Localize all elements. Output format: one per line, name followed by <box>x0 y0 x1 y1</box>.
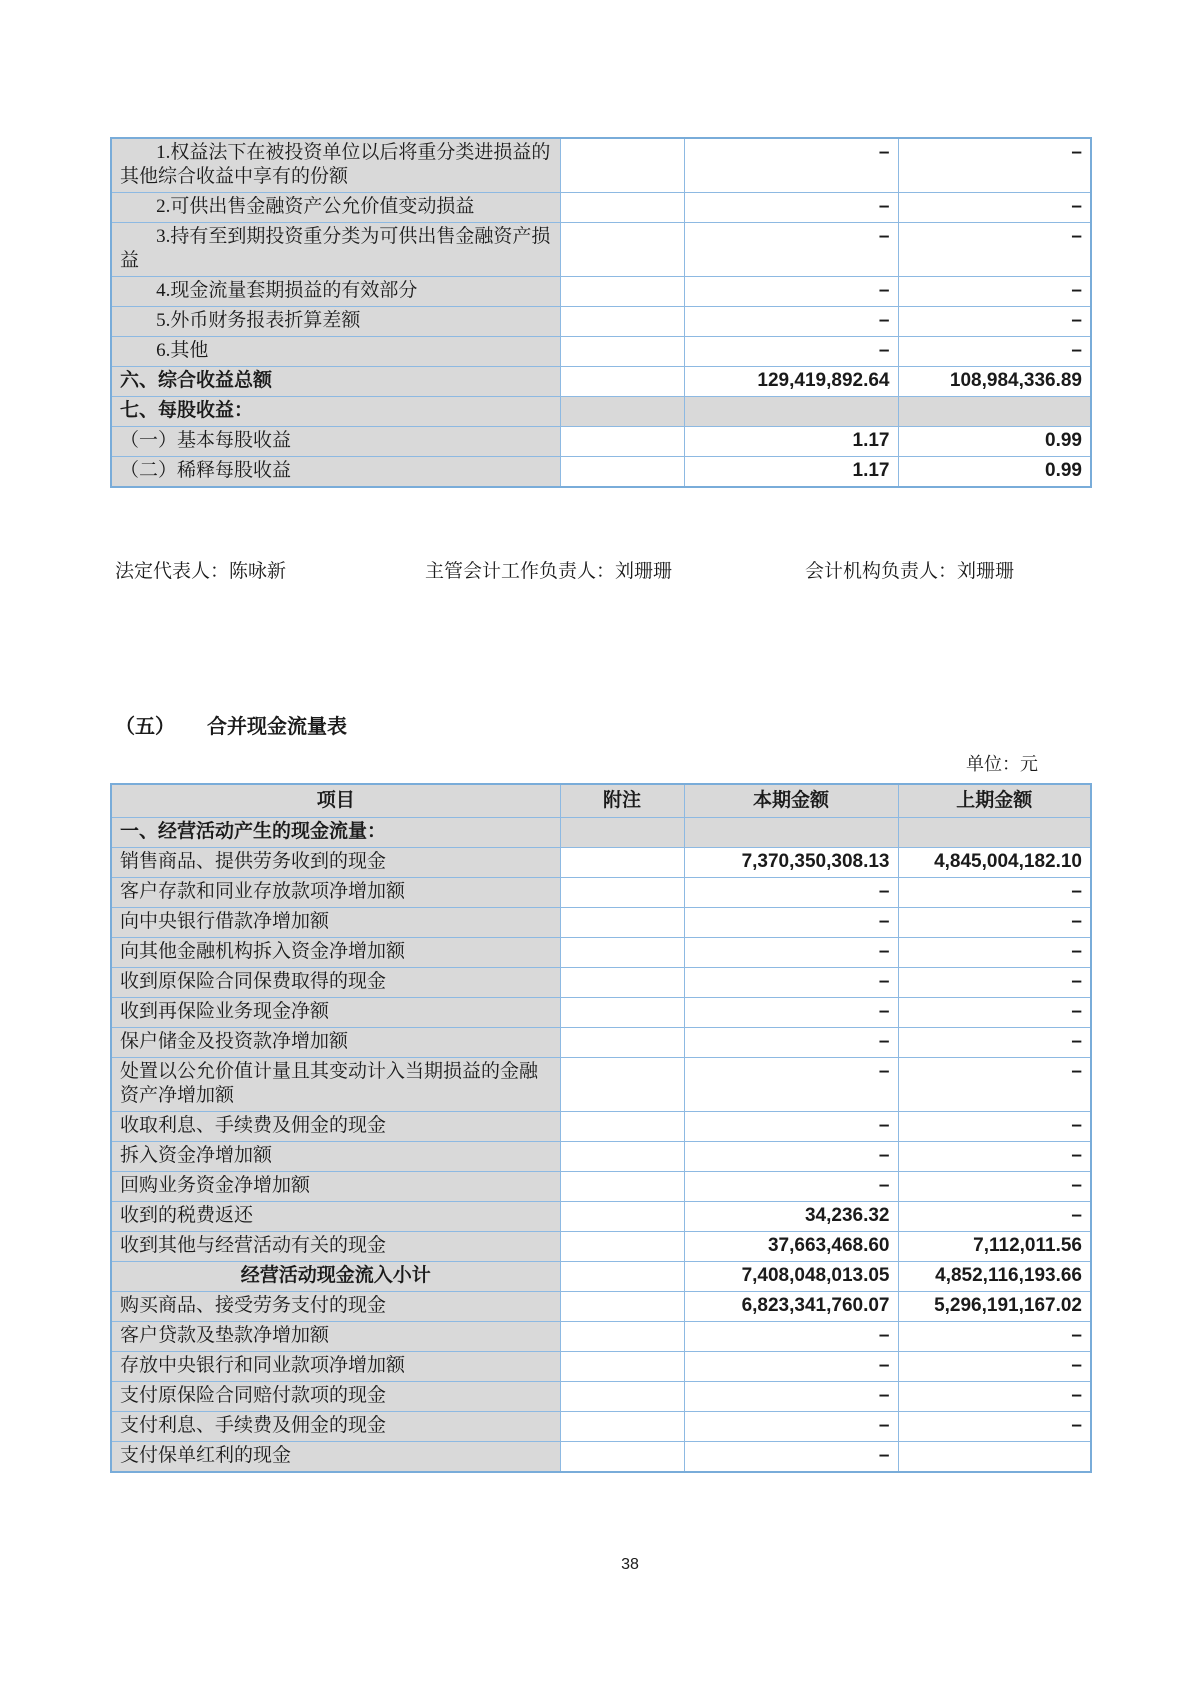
row-note <box>560 908 684 938</box>
row-current-value: 6,823,341,760.07 <box>684 1292 898 1322</box>
row-note <box>560 1352 684 1382</box>
row-label: 支付利息、手续费及佣金的现金 <box>111 1412 560 1442</box>
row-current-value: – <box>684 1058 898 1112</box>
row-prior-value: – <box>898 998 1091 1028</box>
row-label: 客户贷款及垫款净增加额 <box>111 1322 560 1352</box>
row-current-value <box>684 397 898 427</box>
row-prior-value: – <box>898 1142 1091 1172</box>
row-current-value: 1.17 <box>684 427 898 457</box>
row-current-value: – <box>684 138 898 193</box>
row-label: 1.权益法下在被投资单位以后将重分类进损益的其他综合收益中享有的份额 <box>111 138 560 193</box>
row-note <box>560 277 684 307</box>
row-note <box>560 1112 684 1142</box>
table-row <box>111 1412 1091 1442</box>
row-note <box>560 998 684 1028</box>
row-current-value: 7,370,350,308.13 <box>684 848 898 878</box>
row-note <box>560 1262 684 1292</box>
row-prior-value: 108,984,336.89 <box>898 367 1091 397</box>
table-row <box>111 908 1091 938</box>
row-note <box>560 1142 684 1172</box>
row-label: 回购业务资金净增加额 <box>111 1172 560 1202</box>
row-note <box>560 848 684 878</box>
table-row <box>111 277 1091 307</box>
row-label: 保户储金及投资款净增加额 <box>111 1028 560 1058</box>
table-row <box>111 1352 1091 1382</box>
row-label: 七、每股收益： <box>111 397 560 427</box>
table-row <box>111 1322 1091 1352</box>
row-current-value: – <box>684 908 898 938</box>
table-row <box>111 1142 1091 1172</box>
row-prior-value: – <box>898 307 1091 337</box>
header-prior: 上期金额 <box>898 784 1091 818</box>
row-prior-value: – <box>898 138 1091 193</box>
row-label: 收取利息、手续费及佣金的现金 <box>111 1112 560 1142</box>
table-row <box>111 337 1091 367</box>
row-note <box>560 878 684 908</box>
row-label: 购买商品、接受劳务支付的现金 <box>111 1292 560 1322</box>
row-prior-value: – <box>898 1028 1091 1058</box>
row-note <box>560 1322 684 1352</box>
row-prior-value: – <box>898 1352 1091 1382</box>
row-note <box>560 1172 684 1202</box>
row-prior-value: – <box>898 1202 1091 1232</box>
row-current-value: – <box>684 1442 898 1473</box>
row-current-value: – <box>684 1412 898 1442</box>
row-label: 3.持有至到期投资重分类为可供出售金融资产损益 <box>111 223 560 277</box>
row-current-value: – <box>684 1382 898 1412</box>
row-label: 收到原保险合同保费取得的现金 <box>111 968 560 998</box>
table-row <box>111 1172 1091 1202</box>
row-label: 向中央银行借款净增加额 <box>111 908 560 938</box>
row-current-value: – <box>684 1142 898 1172</box>
row-current-value: – <box>684 878 898 908</box>
table-row <box>111 1112 1091 1142</box>
row-label: 5.外币财务报表折算差额 <box>111 307 560 337</box>
row-current-value: – <box>684 277 898 307</box>
row-current-value: 37,663,468.60 <box>684 1232 898 1262</box>
row-prior-value <box>898 818 1091 848</box>
cash-flow-table <box>110 783 1092 1473</box>
row-current-value: – <box>684 223 898 277</box>
row-label: （一）基本每股收益 <box>111 427 560 457</box>
row-note <box>560 193 684 223</box>
table-row <box>111 457 1091 488</box>
row-label: 存放中央银行和同业款项净增加额 <box>111 1352 560 1382</box>
header-current: 本期金额 <box>684 784 898 818</box>
row-prior-value: 4,852,116,193.66 <box>898 1262 1091 1292</box>
row-label: 六、综合收益总额 <box>111 367 560 397</box>
unit-label: 单位：元 <box>966 754 1038 774</box>
table-row <box>111 1442 1091 1473</box>
row-label: 收到的税费返还 <box>111 1202 560 1232</box>
row-note <box>560 818 684 848</box>
row-current-value: 129,419,892.64 <box>684 367 898 397</box>
table-row <box>111 938 1091 968</box>
table-row <box>111 1292 1091 1322</box>
table-row-total <box>111 367 1091 397</box>
row-prior-value: – <box>898 337 1091 367</box>
row-current-value: 7,408,048,013.05 <box>684 1262 898 1292</box>
table-row <box>111 848 1091 878</box>
row-note <box>560 1232 684 1262</box>
row-note <box>560 367 684 397</box>
row-label: 支付原保险合同赔付款项的现金 <box>111 1382 560 1412</box>
section-number: （五） <box>115 716 175 738</box>
row-current-value: – <box>684 307 898 337</box>
row-current-value: – <box>684 938 898 968</box>
table-row <box>111 1028 1091 1058</box>
row-prior-value: – <box>898 938 1091 968</box>
row-label: 支付保单红利的现金 <box>111 1442 560 1473</box>
row-prior-value: – <box>898 1382 1091 1412</box>
row-prior-value <box>898 397 1091 427</box>
row-prior-value: – <box>898 1412 1091 1442</box>
table-row <box>111 1382 1091 1412</box>
row-label: 处置以公允价值计量且其变动计入当期损益的金融资产净增加额 <box>111 1058 560 1112</box>
row-label: 6.其他 <box>111 337 560 367</box>
row-label: 拆入资金净增加额 <box>111 1142 560 1172</box>
table-row <box>111 968 1091 998</box>
row-note <box>560 138 684 193</box>
row-note <box>560 427 684 457</box>
row-label: 4.现金流量套期损益的有效部分 <box>111 277 560 307</box>
table-row <box>111 307 1091 337</box>
row-prior-value: 0.99 <box>898 457 1091 488</box>
table-row <box>111 193 1091 223</box>
row-label: 向其他金融机构拆入资金净增加额 <box>111 938 560 968</box>
table-row <box>111 878 1091 908</box>
row-label: 经营活动现金流入小计 <box>111 1262 560 1292</box>
row-note <box>560 1202 684 1232</box>
row-note <box>560 307 684 337</box>
row-prior-value: – <box>898 908 1091 938</box>
table-row <box>111 998 1091 1028</box>
section-heading <box>115 710 347 739</box>
row-label: 收到其他与经营活动有关的现金 <box>111 1232 560 1262</box>
row-prior-value: 5,296,191,167.02 <box>898 1292 1091 1322</box>
row-prior-value: – <box>898 968 1091 998</box>
row-prior-value: – <box>898 1058 1091 1112</box>
table-row <box>111 427 1091 457</box>
row-label: （二）稀释每股收益 <box>111 457 560 488</box>
row-current-value: – <box>684 998 898 1028</box>
row-prior-value: – <box>898 1322 1091 1352</box>
table-row-subtotal <box>111 1262 1091 1292</box>
row-current-value: – <box>684 1112 898 1142</box>
row-prior-value: – <box>898 878 1091 908</box>
row-prior-value: – <box>898 1112 1091 1142</box>
header-note: 附注 <box>560 784 684 818</box>
row-note <box>560 1382 684 1412</box>
row-current-value: – <box>684 1322 898 1352</box>
row-prior-value: – <box>898 223 1091 277</box>
row-note <box>560 938 684 968</box>
table-row <box>111 1232 1091 1262</box>
row-note <box>560 1058 684 1112</box>
row-current-value: 34,236.32 <box>684 1202 898 1232</box>
row-label: 客户存款和同业存放款项净增加额 <box>111 878 560 908</box>
accounting-department-head: 会计机构负责人：刘珊珊 <box>805 561 1015 582</box>
page-number: 38 <box>621 1556 639 1573</box>
table-header-row <box>111 784 1091 818</box>
income-statement-tail-table <box>110 137 1092 488</box>
row-note <box>560 457 684 488</box>
table-row <box>111 223 1091 277</box>
table-row <box>111 1058 1091 1112</box>
row-prior-value: 4,845,004,182.10 <box>898 848 1091 878</box>
row-prior-value: 7,112,011.56 <box>898 1232 1091 1262</box>
row-note <box>560 968 684 998</box>
row-prior-value: 0.99 <box>898 427 1091 457</box>
chief-accounting-officer: 主管会计工作负责人：刘珊珊 <box>425 561 673 582</box>
row-prior-value <box>898 1442 1091 1473</box>
row-current-value: – <box>684 1352 898 1382</box>
signature-line <box>110 556 1090 586</box>
row-note <box>560 223 684 277</box>
table-row <box>111 1202 1091 1232</box>
row-current-value: 1.17 <box>684 457 898 488</box>
header-item: 项目 <box>111 784 560 818</box>
row-prior-value: – <box>898 1172 1091 1202</box>
row-label: 一、经营活动产生的现金流量： <box>111 818 560 848</box>
table-row-section <box>111 818 1091 848</box>
legal-representative: 法定代表人：陈咏新 <box>115 561 287 582</box>
row-note <box>560 1442 684 1473</box>
row-current-value: – <box>684 1028 898 1058</box>
row-current-value: – <box>684 1172 898 1202</box>
row-note <box>560 397 684 427</box>
row-current-value: – <box>684 968 898 998</box>
row-label: 收到再保险业务现金净额 <box>111 998 560 1028</box>
row-prior-value: – <box>898 193 1091 223</box>
table-row-section <box>111 397 1091 427</box>
row-prior-value: – <box>898 277 1091 307</box>
row-note <box>560 1412 684 1442</box>
row-note <box>560 337 684 367</box>
row-label: 销售商品、提供劳务收到的现金 <box>111 848 560 878</box>
row-current-value <box>684 818 898 848</box>
row-note <box>560 1028 684 1058</box>
row-label: 2.可供出售金融资产公允价值变动损益 <box>111 193 560 223</box>
row-current-value: – <box>684 337 898 367</box>
row-current-value: – <box>684 193 898 223</box>
row-note <box>560 1292 684 1322</box>
table-row <box>111 138 1091 193</box>
section-title: 合并现金流量表 <box>207 716 347 738</box>
